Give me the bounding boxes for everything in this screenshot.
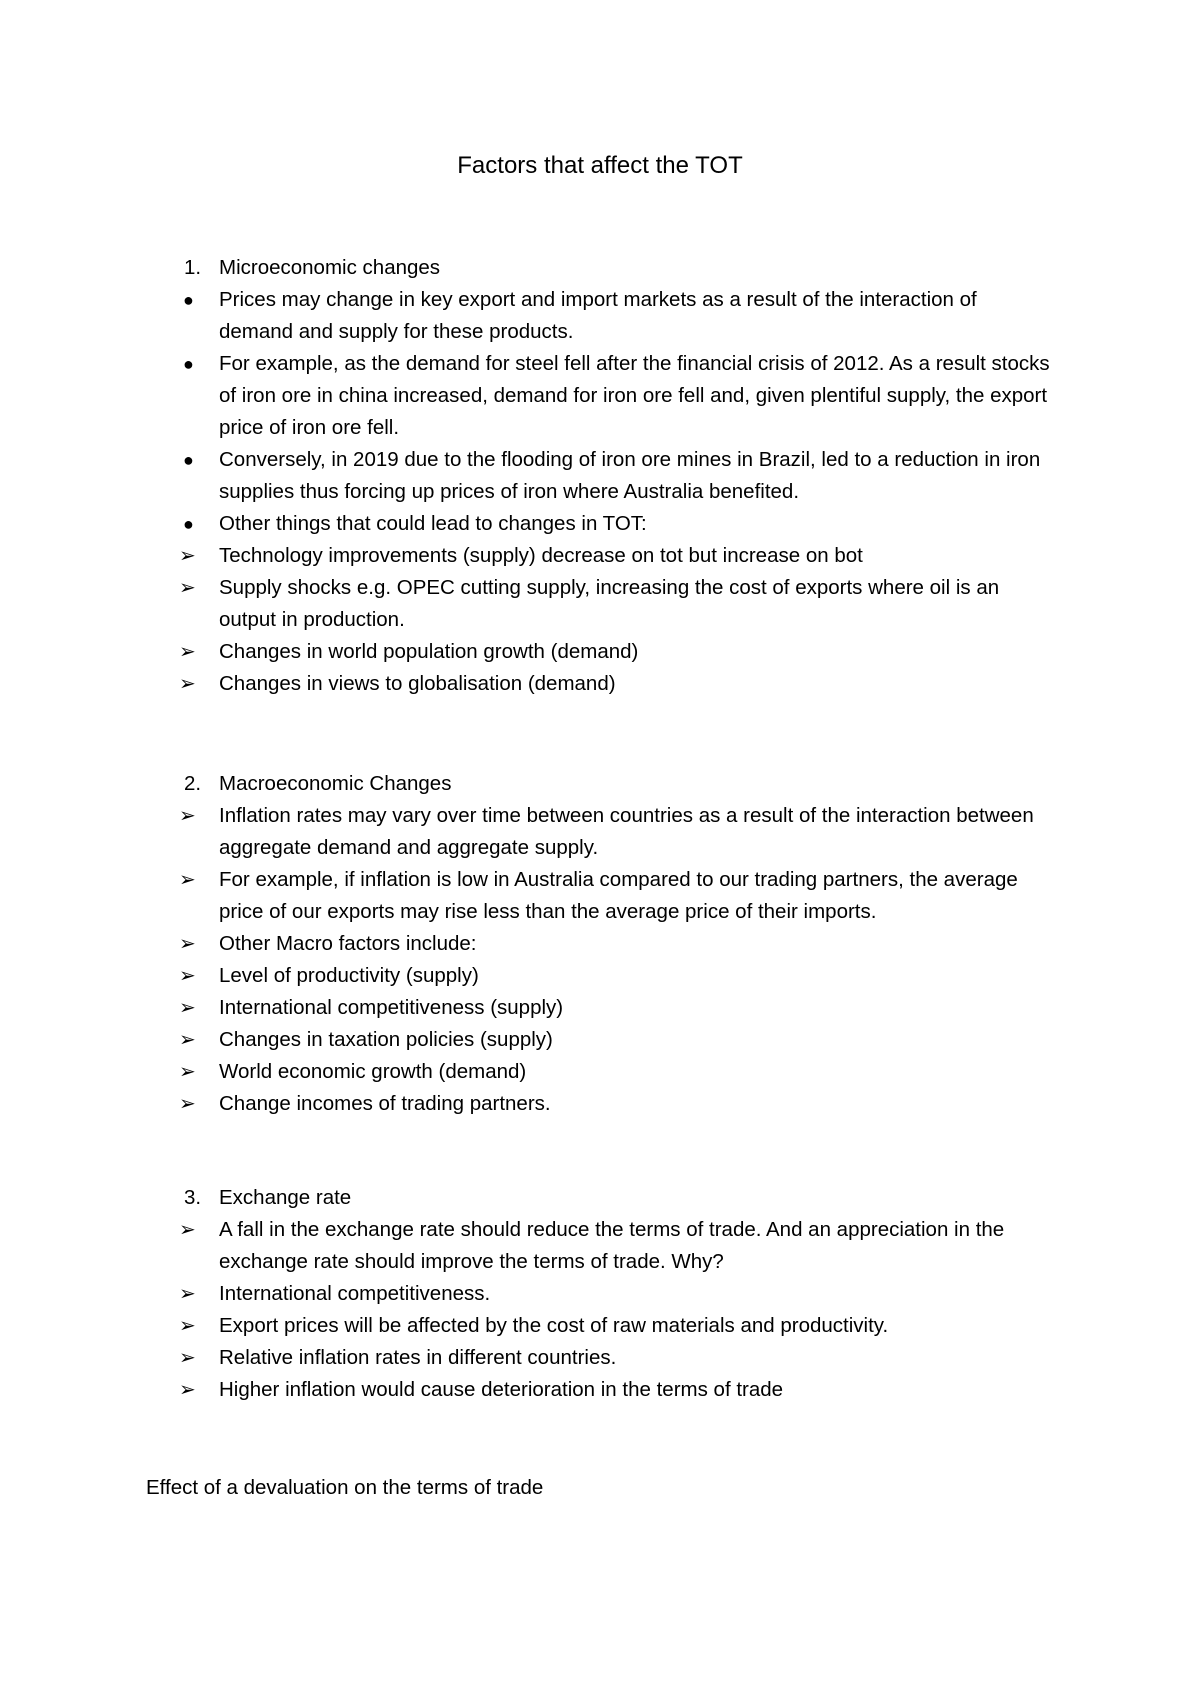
list-item (176, 1024, 1056, 1056)
section-heading (176, 768, 1056, 800)
arrow-bullet-icon: ➢ (179, 997, 196, 1019)
arrow-bullet-icon: ➢ (179, 545, 196, 567)
arrow-bullet-icon: ➢ (179, 869, 196, 891)
list-item (176, 992, 1056, 1024)
list-item-text: A fall in the exchange rate should reduce the terms of trade. And an appreciation in the exchange rate should improve the terms of trade. Why? (219, 1218, 1005, 1273)
list-item-text: Conversely, in 2019 due to the flooding of iron ore mines in Brazil, led to a reduction in iron supplies thus forcing up prices of iron where Australia benefited. (219, 448, 1041, 503)
bullet-icon: ● (183, 354, 194, 374)
list-item-text: Inflation rates may vary over time between countries as a result of the interaction between aggregate demand and aggregate supply. (219, 804, 1034, 859)
list-item-text: Changes in taxation policies (supply) (219, 1028, 553, 1051)
list-item-text: International competitiveness. (219, 1282, 491, 1305)
arrow-bullet-icon: ➢ (179, 1093, 196, 1115)
arrow-bullet-icon: ➢ (179, 1283, 196, 1305)
section-number: 1. (184, 256, 202, 279)
list-item-text: Change incomes of trading partners. (219, 1092, 551, 1115)
section-macroeconomic (176, 768, 1056, 1120)
arrow-bullet-icon: ➢ (179, 1347, 196, 1369)
arrow-bullet-icon: ➢ (179, 1029, 196, 1051)
list-item-text: International competitiveness (supply) (219, 996, 564, 1019)
arrow-bullet-icon: ➢ (179, 673, 196, 695)
list-item (176, 1310, 1056, 1342)
list-item (176, 960, 1056, 992)
list-item (176, 284, 1056, 348)
list-item (176, 508, 1056, 540)
list-item-text: Relative inflation rates in different countries. (219, 1346, 617, 1369)
arrow-bullet-icon: ➢ (179, 641, 196, 663)
list-item-text: For example, as the demand for steel fell after the financial crisis of 2012. As a result stocks of iron ore in china increased, demand for iron ore fell and, given plentiful supply, the export price of iron ore fell. (219, 352, 1050, 439)
list-item-text: Export prices will be affected by the cost of raw materials and productivity. (219, 1314, 889, 1337)
list-item-text: Other Macro factors include: (219, 932, 477, 955)
list-item (176, 928, 1056, 960)
footer-heading: Effect of a devaluation on the terms of trade (146, 1476, 544, 1499)
arrow-bullet-icon: ➢ (179, 1219, 196, 1241)
section-heading (176, 1182, 1056, 1214)
list-item (176, 540, 1056, 572)
bullet-icon: ● (183, 450, 194, 470)
arrow-bullet-icon: ➢ (179, 805, 196, 827)
list-item-text: Changes in views to globalisation (demand) (219, 672, 616, 695)
section-heading-text: Microeconomic changes (219, 256, 441, 279)
list-item (176, 1056, 1056, 1088)
section-exchange-rate (176, 1182, 1056, 1406)
arrow-bullet-icon: ➢ (179, 965, 196, 987)
list-item (176, 800, 1056, 864)
section-heading-text: Exchange rate (219, 1186, 352, 1209)
list-item-text: Higher inflation would cause deterioration in the terms of trade (219, 1378, 784, 1401)
list-item (176, 348, 1056, 444)
list-item-text: Prices may change in key export and import markets as a result of the interaction of demand and supply for these products. (219, 288, 977, 343)
list-item (176, 1374, 1056, 1406)
list-item (176, 668, 1056, 700)
list-item-text: Other things that could lead to changes in TOT: (219, 512, 647, 535)
section-heading-text: Macroeconomic Changes (219, 772, 452, 795)
arrow-bullet-icon: ➢ (179, 1379, 196, 1401)
arrow-bullet-icon: ➢ (179, 1315, 196, 1337)
list-item (176, 864, 1056, 928)
list-item (176, 636, 1056, 668)
arrow-bullet-icon: ➢ (179, 577, 196, 599)
arrow-bullet-icon: ➢ (179, 933, 196, 955)
list-item-text: Level of productivity (supply) (219, 964, 479, 987)
list-item (176, 572, 1056, 636)
page-title: Factors that affect the TOT (457, 152, 743, 179)
section-number: 3. (184, 1186, 202, 1209)
arrow-bullet-icon: ➢ (179, 1061, 196, 1083)
list-item-text: World economic growth (demand) (219, 1060, 527, 1083)
bullet-icon: ● (183, 290, 194, 310)
list-item (176, 1278, 1056, 1310)
section-microeconomic (176, 252, 1056, 700)
list-item-text: Changes in world population growth (demand) (219, 640, 639, 663)
list-item-text: Supply shocks e.g. OPEC cutting supply, increasing the cost of exports where oil is an output in production. (219, 576, 1000, 631)
list-item (176, 444, 1056, 508)
section-heading (176, 252, 1056, 284)
list-item-text: Technology improvements (supply) decrease on tot but increase on bot (219, 544, 863, 567)
bullet-icon: ● (183, 514, 194, 534)
list-item (176, 1342, 1056, 1374)
list-item-text: For example, if inflation is low in Australia compared to our trading partners, the average price of our exports may rise less than the average price of their imports. (219, 868, 1018, 923)
section-number: 2. (184, 772, 202, 795)
list-item (176, 1214, 1056, 1278)
list-item (176, 1088, 1056, 1120)
